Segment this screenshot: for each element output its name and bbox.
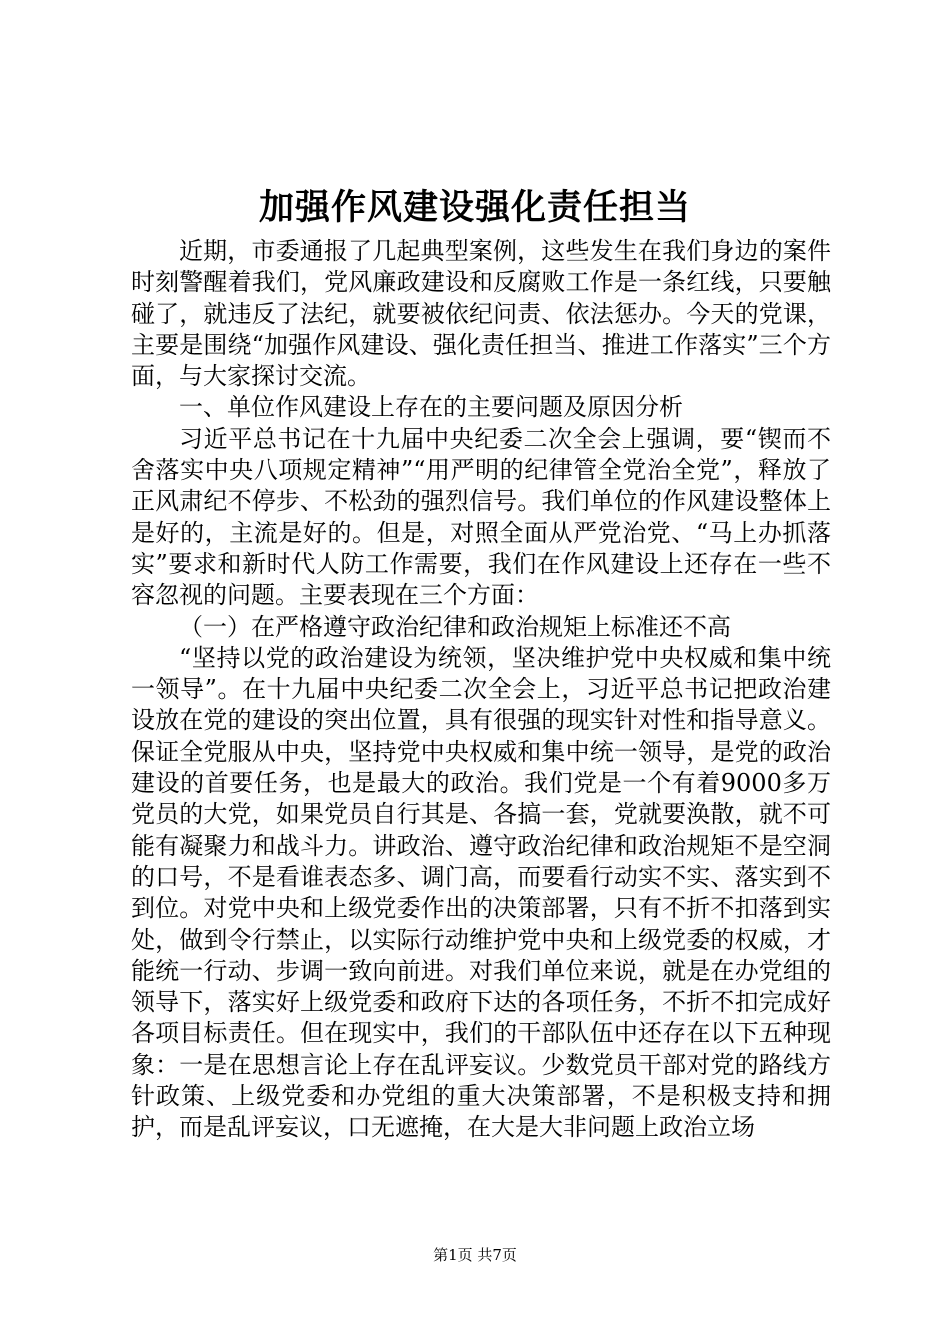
intro-paragraph: 近期，市委通报了几起典型案例，这些发生在我们身边的案件时刻警醒着我们，党风廉政建设和反腐败工作是一条红线，只要触碰了，就违反了法纪，就要被依纪问责、依法惩办。今天的党课，主要是围绕“加强作风建设、强化责任担当、推进工作落实”三个方面，与大家探讨交流。 xyxy=(131,237,831,391)
section-heading-1: 一、单位作风建设上存在的主要问题及原因分析 xyxy=(179,393,683,422)
subsection-1-paragraph: “坚持以党的政治建设为统领，坚决维护党中央权威和集中统一领导”。在十九届中央纪委二次全会上，习近平总书记把政治建设放在党的建设的突出位置，具有很强的现实针对性和指导意义。保证全党服从中央，坚持党中央权威和集中统一领导，是党的政治建设的首要任务，也是最大的政治。我们党是一个有着9000多万党员的大党，如果党员自行其是、各搞一套，党就要涣散，就不可能有凝聚力和战斗力。讲政治、遵守政治纪律和政治规矩不是空洞的口号，不是看谁表态多、调门高，而要看行动实不实、落实到不到位。对党中央和上级党委作出的决策部署，只有不折不扣落到实处，做到令行禁止，以实际行动维护党中央和上级党委的权威，才能统一行动、步调一致向前进。对我们单位来说，就是在办党组的领导下，落实好上级党委和政府下达的各项任务，不折不扣完成好各项目标责任。但在现实中，我们的干部队伍中还存在以下五种现象：一是在思想言论上存在乱评妄议。少数党员干部对党的路线方针政策、上级党委和办党组的重大决策部署，不是积极支持和拥护，而是乱评妄议，口无遮掩，在大是大非问题上政治立场 xyxy=(131,643,831,1142)
subsection-heading-1: （一）在严格遵守政治纪律和政治规矩上标准还不高 xyxy=(179,612,731,641)
page-number-footer: 第1页 共7页 xyxy=(433,1246,517,1264)
section-1-paragraph: 习近平总书记在十九届中央纪委二次全会上强调，要“锲而不舍落实中央八项规定精神”“用严明的纪律管全党治全党”，释放了正风肃纪不停步、不松劲的强烈信号。我们单位的作风建设整体上是好的，主流是好的。但是，对照全面从严党治党、“马上办抓落实”要求和新时代人防工作需要，我们在作风建设上还存在一些不容忽视的问题。主要表现在三个方面： xyxy=(131,424,831,610)
document-title: 加强作风建设强化责任担当 xyxy=(258,187,691,228)
document-body xyxy=(131,236,831,1144)
